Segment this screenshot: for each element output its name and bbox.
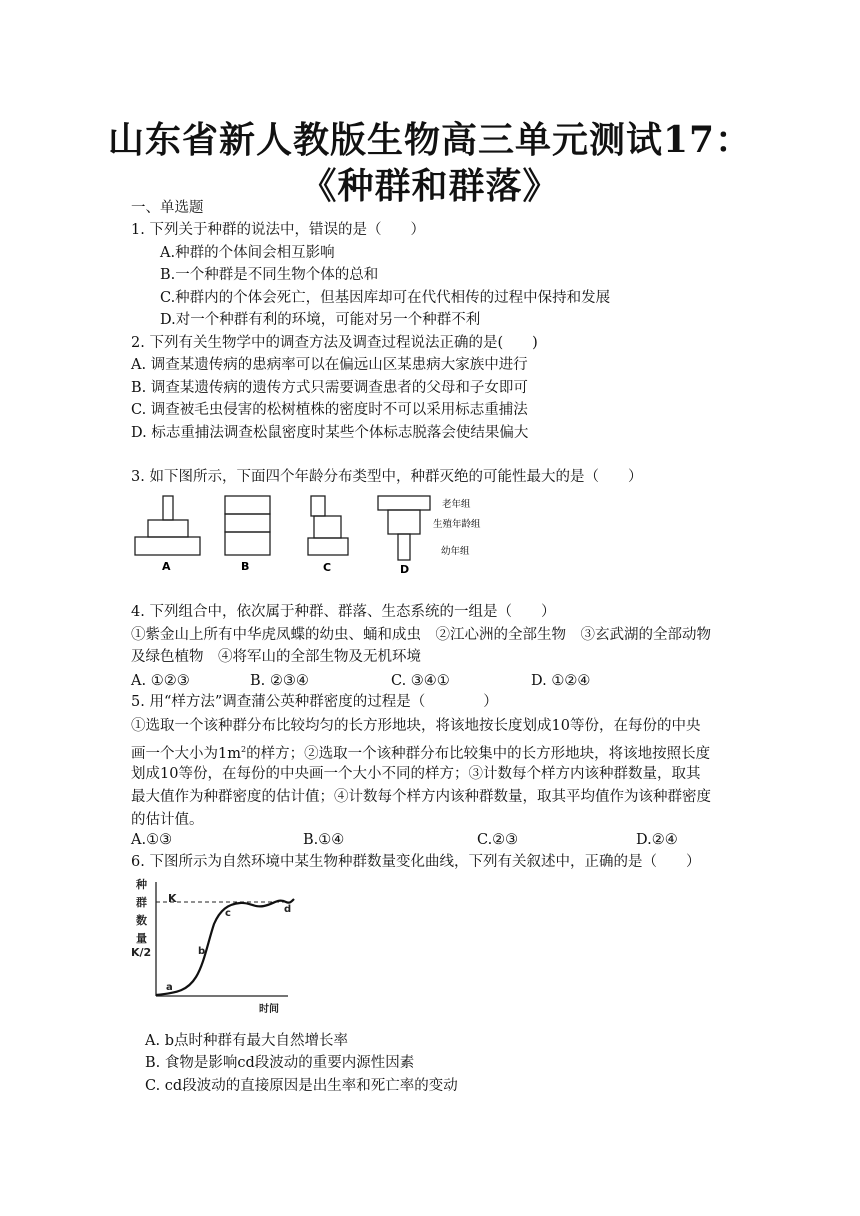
doc-title-line2: 《种群和群落》 — [300, 165, 560, 207]
label-k-half: K/2 — [131, 946, 152, 959]
legend-reproductive: 生殖年龄组 — [433, 519, 481, 530]
q2-option-d: D. 标志重捕法调查松鼠密度时某些个体标志脱落会使结果偏大 — [131, 425, 529, 441]
q4-option-c: C. ③④① — [391, 673, 450, 689]
q4-line2: 及绿色植物 ④将军山的全部生物及无机环境 — [131, 649, 421, 665]
fig-label-c: C — [323, 561, 332, 574]
q6-option-a: A. b点时种群有最大自然增长率 — [145, 1033, 348, 1049]
q5-line2-part1: 画一个大小为1m — [131, 745, 241, 762]
point-c: c — [225, 908, 231, 919]
doc-title-line1: 山东省新人教版生物高三单元测试17： — [107, 119, 753, 161]
q5-line4: 最大值作为种群密度的估计值；④计数每个样方内该种群数量，取其平均值作为该种群密度 — [131, 789, 711, 805]
age-pyramid-figure — [128, 490, 508, 580]
q2-option-b: B. 调查某遗传病的遗传方式只需要调查患者的父母和子女即可 — [131, 380, 528, 396]
q5-option-a: A.①③ — [131, 832, 173, 848]
fig-label-b: B — [241, 560, 250, 573]
q2-option-a: A. 调查某遗传病的患病率可以在偏远山区某患病大家族中进行 — [131, 357, 528, 373]
ylabel-char-2: 群 — [136, 896, 147, 909]
q1-option-a: A.种群的个体间会相互影响 — [160, 245, 335, 261]
section-heading: 一、单选题 — [131, 200, 204, 216]
ylabel-char-3: 数 — [136, 914, 147, 927]
legend-old: 老年组 — [442, 499, 471, 510]
q4-option-a: A. ①②③ — [131, 673, 190, 689]
q1-option-d: D.对一个种群有利的环境，可能对另一个种群不利 — [160, 312, 481, 328]
point-a: a — [166, 982, 173, 993]
q5-option-c: C.②③ — [477, 832, 519, 848]
q4-stem: 4. 下列组合中，依次属于种群、群落、生态系统的一组是（ ） — [131, 604, 556, 620]
q5-stem: 5. 用“样方法”调查蒲公英种群密度的过程是（ ） — [131, 694, 498, 710]
legend-young: 幼年组 — [441, 546, 470, 557]
q4-option-b: B. ②③④ — [250, 673, 309, 689]
q6-option-c: C. cd段波动的直接原因是出生率和死亡率的变动 — [145, 1078, 458, 1094]
population-growth-figure — [128, 872, 308, 1022]
q1-option-b: B.一个种群是不同生物个体的总和 — [160, 267, 379, 283]
q5-line5: 的估计值。 — [131, 812, 204, 828]
q1-stem: 1. 下列关于种群的说法中，错误的是（ ） — [131, 222, 425, 238]
q5-option-d: D.②④ — [636, 832, 678, 848]
xlabel-time: 时间 — [259, 1004, 279, 1015]
q5-line1: ①选取一个该种群分布比较均匀的长方形地块，将该地按长度划成10等份，在每份的中央 — [131, 718, 701, 734]
q1-option-c: C.种群内的个体会死亡，但基因库却可在代代相传的过程中保持和发展 — [160, 290, 611, 306]
ylabel-char-1: 种 — [136, 878, 147, 891]
q5-line2 — [131, 740, 710, 764]
q2-stem: 2. 下列有关生物学中的调查方法及调查过程说法正确的是( ) — [131, 335, 538, 351]
q3-stem: 3. 如下图所示，下面四个年龄分布类型中，种群灭绝的可能性最大的是（ ） — [131, 469, 643, 485]
q2-option-c: C. 调查被毛虫侵害的松树植株的密度时不可以采用标志重捕法 — [131, 402, 528, 418]
q5-superscript: 2 — [240, 745, 247, 754]
q6-stem: 6. 下图所示为自然环境中某生物种群数量变化曲线，下列有关叙述中，正确的是（ ） — [131, 854, 701, 870]
ylabel-char-4: 量 — [136, 932, 147, 945]
point-b: b — [198, 946, 206, 957]
q6-option-b: B. 食物是影响cd段波动的重要内源性因素 — [145, 1055, 415, 1071]
label-k: K — [168, 892, 177, 905]
fig-label-d: D — [400, 563, 410, 576]
q4-line1: ①紫金山上所有中华虎凤蝶的幼虫、蛹和成虫 ②江心洲的全部生物 ③玄武湖的全部动物 — [131, 627, 711, 643]
q5-line2-part2: 的样方；②选取一个该种群分布比较集中的长方形地块，将该地按照长度 — [246, 745, 711, 762]
q5-option-b: B.①④ — [303, 832, 345, 848]
point-d: d — [284, 904, 292, 915]
q5-line3: 划成10等份，在每份的中央画一个大小不同的样方；③计数每个样方内该种群数量，取其 — [131, 766, 701, 782]
q4-option-d: D. ①②④ — [531, 673, 591, 689]
fig-label-a: A — [162, 560, 171, 573]
